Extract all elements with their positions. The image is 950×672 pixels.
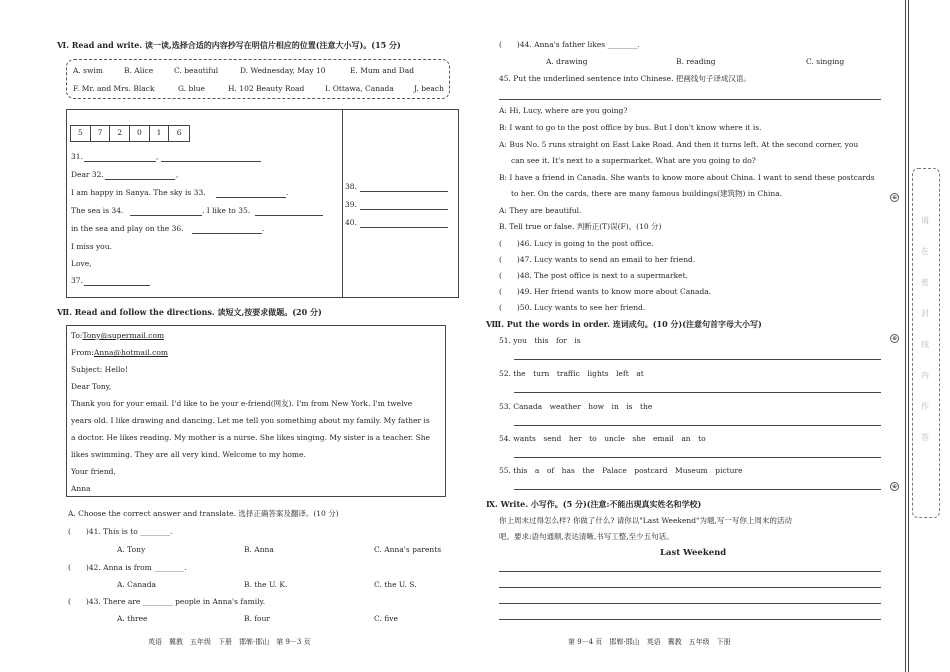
dear-32-label: Dear 32. (71, 170, 104, 179)
zip-digit: 0 (130, 126, 150, 141)
answer-line-52[interactable] (514, 392, 881, 393)
option-f: F. Mr. and Mrs. Black (73, 84, 155, 93)
option-j: J. beach (414, 84, 444, 93)
question-41: ( )41. This is to ________. (68, 527, 173, 536)
love: Love, (71, 259, 92, 268)
section-7-heading: Ⅶ. Read and follow the directions. 读短文,按要求做题。(20 分) (57, 307, 322, 317)
blank-36[interactable] (192, 233, 262, 234)
q43-option-a[interactable]: A. three (117, 614, 148, 623)
zip-digit: 6 (176, 128, 182, 137)
section-8-heading: Ⅷ. Put the words in order. 连词成句。(10 分)(注意句首字母大小写) (486, 319, 762, 329)
email-body-line: Thank you for your email. I'd like to be your e-friend(网友). I'm from New York. I'm twelve (71, 399, 413, 408)
postcard-divider (342, 109, 343, 298)
part-a-heading: A. Choose the correct answer and translate. 选择正确答案及翻译。(10 分) (68, 509, 339, 518)
email-to (71, 331, 164, 340)
tf-question-48: ( )48. The post office is next to a supermarket. (499, 271, 688, 280)
order-52: 52. the turn traffic lights left at (499, 369, 644, 378)
q42-option-b[interactable]: B. the U. K. (244, 580, 288, 589)
email-subject: Subject: Hello! (71, 365, 128, 374)
option-g: G. blue (178, 84, 205, 93)
line-36-text: in the sea and play on the 36. (71, 224, 184, 233)
writing-line[interactable] (499, 587, 881, 588)
i-miss-you: I miss you. (71, 242, 112, 251)
blank-37-label: 37. (71, 276, 83, 285)
q41-option-b[interactable]: B. Anna (244, 545, 274, 554)
right-page-footer: 第 9－4 页 邯郸·邯山 英语 冀教 五年级 下册 (568, 638, 731, 646)
email-signature: Anna (71, 484, 91, 493)
q43-option-b[interactable]: B. four (244, 614, 270, 623)
address-40-label: 40. (345, 218, 357, 227)
binding-mark: ⊕ (891, 194, 898, 201)
dialogue-line: B: I want to go to the post office by bus. But I don't know where it is. (499, 123, 762, 132)
to-address: Tony@supermail.com (82, 331, 165, 340)
blank-31a[interactable] (84, 161, 156, 162)
option-e: E. Mum and Dad (350, 66, 415, 75)
dialogue-line: B: I have a friend in Canada. She wants to know more about China. I want to send these postcards (499, 173, 875, 182)
period: . (262, 224, 265, 233)
writing-prompt-line1: 你上周末过得怎么样? 你做了什么? 请你以"Last Weekend"为题,写一写你上周末的活动 (499, 516, 792, 525)
writing-prompt-line2: 吧。要求:语句通顺,表达清晰,书写工整,至少五句话。 (499, 532, 674, 541)
order-54: 54. wants send her to uncle she email an to (499, 434, 706, 443)
blank-38[interactable] (360, 191, 448, 192)
writing-line[interactable] (499, 571, 881, 572)
margin-line (905, 0, 906, 672)
line-35-text: . I like to 35. (202, 206, 251, 215)
option-d: D. Wednesday, May 10 (240, 66, 326, 75)
blank-32[interactable] (105, 179, 175, 180)
answer-line-55[interactable] (514, 489, 881, 490)
comma: , (176, 170, 179, 179)
seal-line-vertical-text: 请在密封线内作答 (921, 216, 929, 442)
from-address: Anna@hotmail.com (93, 348, 168, 357)
blank-31b[interactable] (161, 161, 261, 162)
blank-34[interactable] (130, 215, 202, 216)
option-b: B. Alice (124, 66, 154, 75)
line-34-text: The sea is 34. (71, 206, 124, 215)
blank-40[interactable] (360, 227, 448, 228)
question-45: 45. Put the underlined sentence into Chinese. 把画线句子译成汉语。 (499, 74, 751, 83)
q44-option-b[interactable]: B. reading (676, 57, 716, 66)
q44-option-a[interactable]: A. drawing (546, 57, 588, 66)
section-9-heading: Ⅸ. Write. 小写作。(5 分)(注意:不能出现真实姓名和学校) (486, 499, 702, 509)
binding-mark: ⊕ (891, 483, 898, 490)
q42-option-c[interactable]: C. the U. S. (374, 580, 417, 589)
zip-code-boxes (70, 125, 190, 142)
q41-option-a[interactable]: A. Tony (117, 545, 146, 554)
answer-line-53[interactable] (514, 425, 881, 426)
margin-line (908, 0, 909, 672)
to-label: To: (71, 331, 83, 340)
zip-digit: 1 (150, 126, 170, 141)
email-body-line: years old. I like drawing and dancing. Let me tell you something about my family. My father is (71, 416, 430, 425)
blank-35[interactable] (255, 215, 323, 216)
order-51: 51. you this for is (499, 336, 581, 345)
option-h: H. 102 Beauty Road (228, 84, 305, 93)
answer-line-51[interactable] (514, 359, 881, 360)
question-43: ( )43. There are ________ people in Anna's family. (68, 597, 266, 606)
dialogue-line: can see it. It's next to a supermarket. What are you going to do? (511, 156, 756, 165)
q44-option-c[interactable]: C. singing (806, 57, 845, 66)
line-33-text: I am happy in Sanya. The sky is 33. (71, 188, 206, 197)
order-55: 55. this a of has the Palace postcard Museum picture (499, 466, 743, 475)
zip-digit: 7 (91, 126, 111, 141)
blank-33[interactable] (216, 197, 286, 198)
email-body-line: a doctor. He likes reading. My mother is a nurse. She likes singing. My sister is a teacher. She (71, 433, 430, 442)
writing-title: Last Weekend (660, 548, 727, 558)
from-label: From: (71, 348, 94, 357)
dialogue-line: to her. On the cards, there are many famous buildings(建筑物) in China. (511, 189, 783, 198)
answer-line-54[interactable] (514, 457, 881, 458)
part-b-heading: B. Tell true or false. 判断正(T)误(F)。(10 分) (499, 222, 662, 231)
email-greeting: Dear Tony, (71, 382, 112, 391)
zip-digit: 5 (71, 126, 91, 141)
left-page-footer: 英语 冀教 五年级 下册 邯郸·邯山 第 9－3 页 (148, 638, 311, 646)
dialogue-line: A: Bus No. 5 runs straight on East Lake Road. And then it turns left. At the second corner, you (499, 140, 859, 149)
address-38-label: 38. (345, 182, 357, 191)
writing-line[interactable] (499, 603, 881, 604)
binding-mark: ⊕ (891, 335, 898, 342)
email-closing: Your friend, (71, 467, 116, 476)
tf-question-46: ( )46. Lucy is going to the post office. (499, 239, 654, 248)
tf-question-50: ( )50. Lucy wants to see her friend. (499, 303, 646, 312)
email-from (71, 348, 168, 357)
option-c: C. beautiful (174, 66, 219, 75)
option-a: A. swim (73, 66, 103, 75)
dialogue-line: A: They are beautiful. (499, 206, 582, 215)
q42-option-a[interactable]: A. Canada (117, 580, 156, 589)
blank-31-label: 31. (71, 152, 83, 161)
dialogue-line: A: Hi, Lucy, where are you going? (499, 106, 628, 115)
period: . (286, 188, 289, 197)
answer-line-45[interactable] (499, 99, 881, 100)
address-39-label: 39. (345, 200, 357, 209)
tf-question-47: ( )47. Lucy wants to send an email to her friend. (499, 255, 696, 264)
tf-question-49: ( )49. Her friend wants to know more about Canada. (499, 287, 712, 296)
zip-digit: 2 (110, 126, 130, 141)
question-44: ( )44. Anna's father likes ________. (499, 40, 640, 49)
question-42: ( )42. Anna is from ________. (68, 563, 187, 572)
blank-37[interactable] (84, 285, 150, 286)
option-i: I. Ottawa, Canada (325, 84, 394, 93)
email-body-line: likes swimming. They are all very kind. Welcome to my home. (71, 450, 306, 459)
writing-line[interactable] (499, 619, 881, 620)
q43-option-c[interactable]: C. five (374, 614, 398, 623)
order-53: 53. Canada weather how in is the (499, 402, 653, 411)
q41-option-c[interactable]: C. Anna's parents (374, 545, 442, 554)
comma: , (156, 152, 159, 161)
section-6-heading: Ⅵ. Read and write. 读一读,选择合适的内容抄写在明信片相应的位置(注意大小写)。(15 分) (57, 40, 401, 50)
blank-39[interactable] (360, 209, 448, 210)
